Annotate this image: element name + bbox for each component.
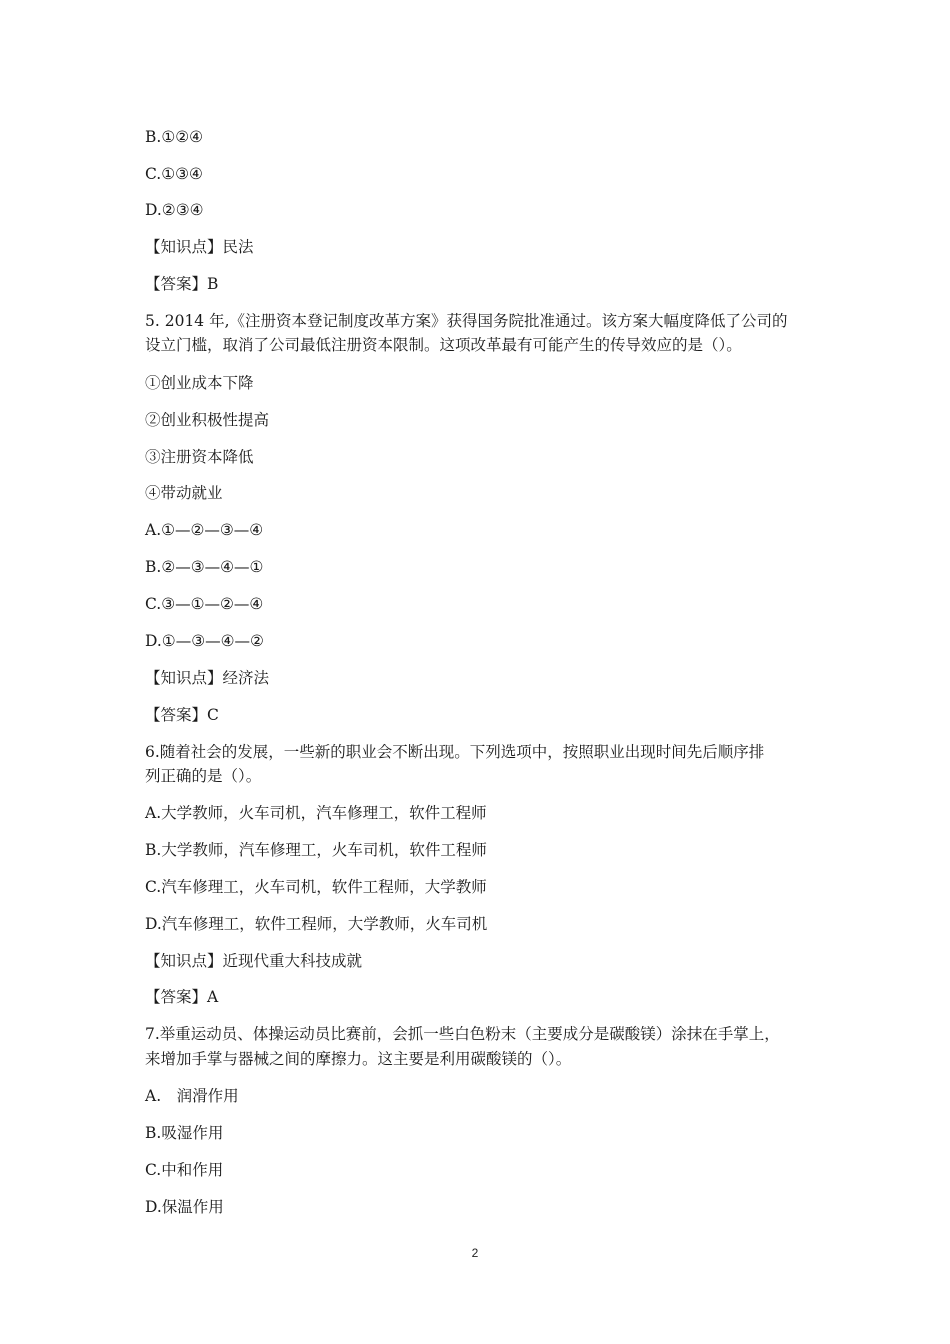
q5-option-a: A.①—②—③—④ (145, 521, 264, 539)
q6-option-d: D.汽车修理工，软件工程师，大学教师，火车司机 (145, 915, 488, 933)
q5-item-2: ②创业积极性提高 (145, 411, 270, 429)
q5-item-3: ③注册资本降低 (145, 448, 254, 466)
q5-answer: 【答案】C (145, 706, 219, 724)
q7-stem-line-1: 7.举重运动员、体操运动员比赛前，会抓一些白色粉末（主要成分是碳酸镁）涂抹在手掌上， (145, 1025, 780, 1043)
q4-option-d: D.②③④ (145, 201, 204, 219)
q6-option-a: A.大学教师，火车司机，汽车修理工，软件工程师 (145, 804, 487, 822)
q7-option-d: D.保温作用 (145, 1198, 224, 1216)
q4-option-c: C.①③④ (145, 165, 203, 183)
q5-item-1: ①创业成本下降 (145, 374, 254, 392)
q6-answer: 【答案】A (145, 988, 219, 1006)
q5-option-d: D.①—③—④—② (145, 632, 264, 650)
q7-option-c: C.中和作用 (145, 1161, 224, 1179)
q7-option-a: A. 润滑作用 (145, 1087, 239, 1105)
q6-option-b: B.大学教师，汽车修理工，火车司机，软件工程师 (145, 841, 487, 859)
q4-option-b: B.①②④ (145, 128, 204, 146)
q6-option-c: C.汽车修理工，火车司机，软件工程师，大学教师 (145, 878, 487, 896)
q5-stem-line-2: 设立门槛，取消了公司最低注册资本限制。这项改革最有可能产生的传导效应的是（）。 (145, 336, 742, 354)
q7-option-b: B.吸湿作用 (145, 1124, 224, 1142)
q7-stem-line-2: 来增加手掌与器械之间的摩擦力。这主要是利用碳酸镁的（）。 (145, 1050, 572, 1068)
q5-stem-line-1: 5. 2014 年,《注册资本登记制度改革方案》获得国务院批准通过。该方案大幅度降低了公司的 (145, 312, 788, 330)
q6-knowledge-point: 【知识点】近现代重大科技成就 (145, 952, 363, 970)
q5-item-4: ④带动就业 (145, 484, 223, 502)
page-number: 2 (471, 1246, 479, 1260)
q5-knowledge-point: 【知识点】经济法 (145, 669, 270, 687)
q4-answer: 【答案】B (145, 275, 219, 293)
q5-option-c: C.③—①—②—④ (145, 595, 264, 613)
q6-stem-line-2: 列正确的是（）。 (145, 767, 262, 785)
q4-knowledge-point: 【知识点】民法 (145, 238, 254, 256)
q5-option-b: B.②—③—④—① (145, 558, 264, 576)
q6-stem-line-1: 6.随着社会的发展，一些新的职业会不断出现。下列选项中，按照职业出现时间先后顺序排 (145, 743, 765, 761)
